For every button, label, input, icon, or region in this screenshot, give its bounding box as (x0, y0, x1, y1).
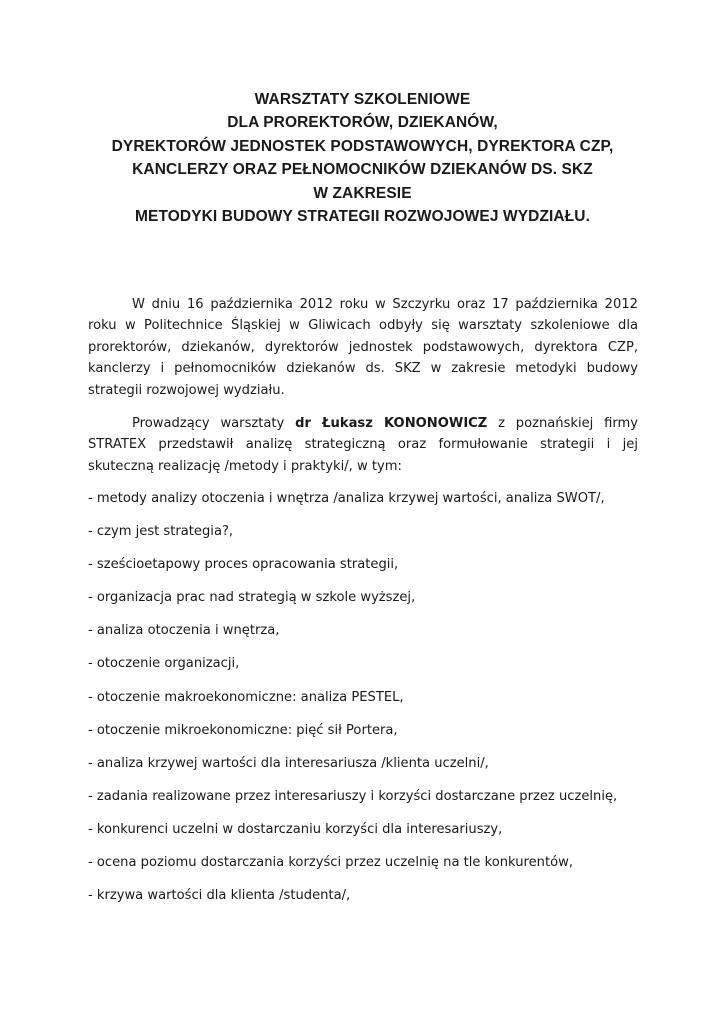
speaker-paragraph (88, 413, 638, 477)
list-item: - czym jest strategia?, (88, 524, 234, 540)
list-item: - zadania realizowane przez interesariuszy i korzyści dostarczane przez uczelnię, (88, 788, 618, 804)
intro-paragraph-block (88, 294, 638, 401)
list-item: - sześcioetapowy proces opracowania strategii, (88, 557, 399, 573)
list-item: - krzywa wartości dla klienta /studenta/, (88, 888, 351, 904)
speaker-name: dr Łukasz KONONOWICZ (295, 416, 488, 431)
title-line: KANCLERZY ORAZ PEŁNOMOCNIKÓW DZIEKANÓW DS. SKZ (132, 161, 593, 179)
title-line: METODYKI BUDOWY STRATEGII ROZWOJOWEJ WYDZIAŁU. (135, 208, 590, 226)
speaker-intro: Prowadzący warsztaty (132, 416, 296, 431)
list-item: - konkurenci uczelni w dostarczaniu korzyści dla interesariuszy, (88, 821, 503, 837)
list-item: - otoczenie mikroekonomiczne: pięć sił Portera, (88, 722, 398, 738)
list-item: - ocena poziomu dostarczania korzyści przez uczelnię na tle konkurentów, (88, 855, 573, 871)
title-line: W ZAKRESIE (313, 184, 412, 202)
list-item: - otoczenie organizacji, (88, 656, 240, 672)
list-item: - analiza otoczenia i wnętrza, (88, 623, 280, 639)
title-line: DYREKTORÓW JEDNOSTEK PODSTAWOWYCH, DYREKTORA CZP, (111, 137, 614, 155)
document-title (60, 88, 665, 228)
list-item: - analiza krzywej wartości dla interesariusza /klienta uczelni/, (88, 755, 489, 771)
list-item: - otoczenie makroekonomiczne: analiza PESTEL, (88, 689, 404, 705)
intro-paragraph: W dniu 16 października 2012 roku w Szczyrku oraz 17 października 2012 roku w Politechnice Śląskiej w Gliwicach odbyły się warsztaty szkoleniowe dla prorektorów, dziekanów, dyrektorów jednostek podstawowych, dyrektora CZP, kanclerzy i pełnomocników dziekanów ds. SKZ w zakresie metodyki budowy strategii rozwojowej wydziału. (88, 297, 638, 398)
list-item: - organizacja prac nad strategią w szkole wyższej, (88, 590, 416, 606)
title-line: WARSZTATY SZKOLENIOWE (254, 91, 471, 108)
speaker-paragraph-block (88, 413, 638, 477)
title-line: DLA PROREKTORÓW, DZIEKANÓW, (227, 114, 498, 132)
speaker-rest: z poznańskiej firmy STRATEX przedstawił analizę strategiczną oraz formułowanie strategii i jej skuteczną realizację /metody i praktyki/, w tym: (88, 416, 639, 474)
topic-list (88, 488, 638, 918)
list-item: - metody analizy otoczenia i wnętrza /analiza krzywej wartości, analiza SWOT/, (88, 491, 605, 506)
